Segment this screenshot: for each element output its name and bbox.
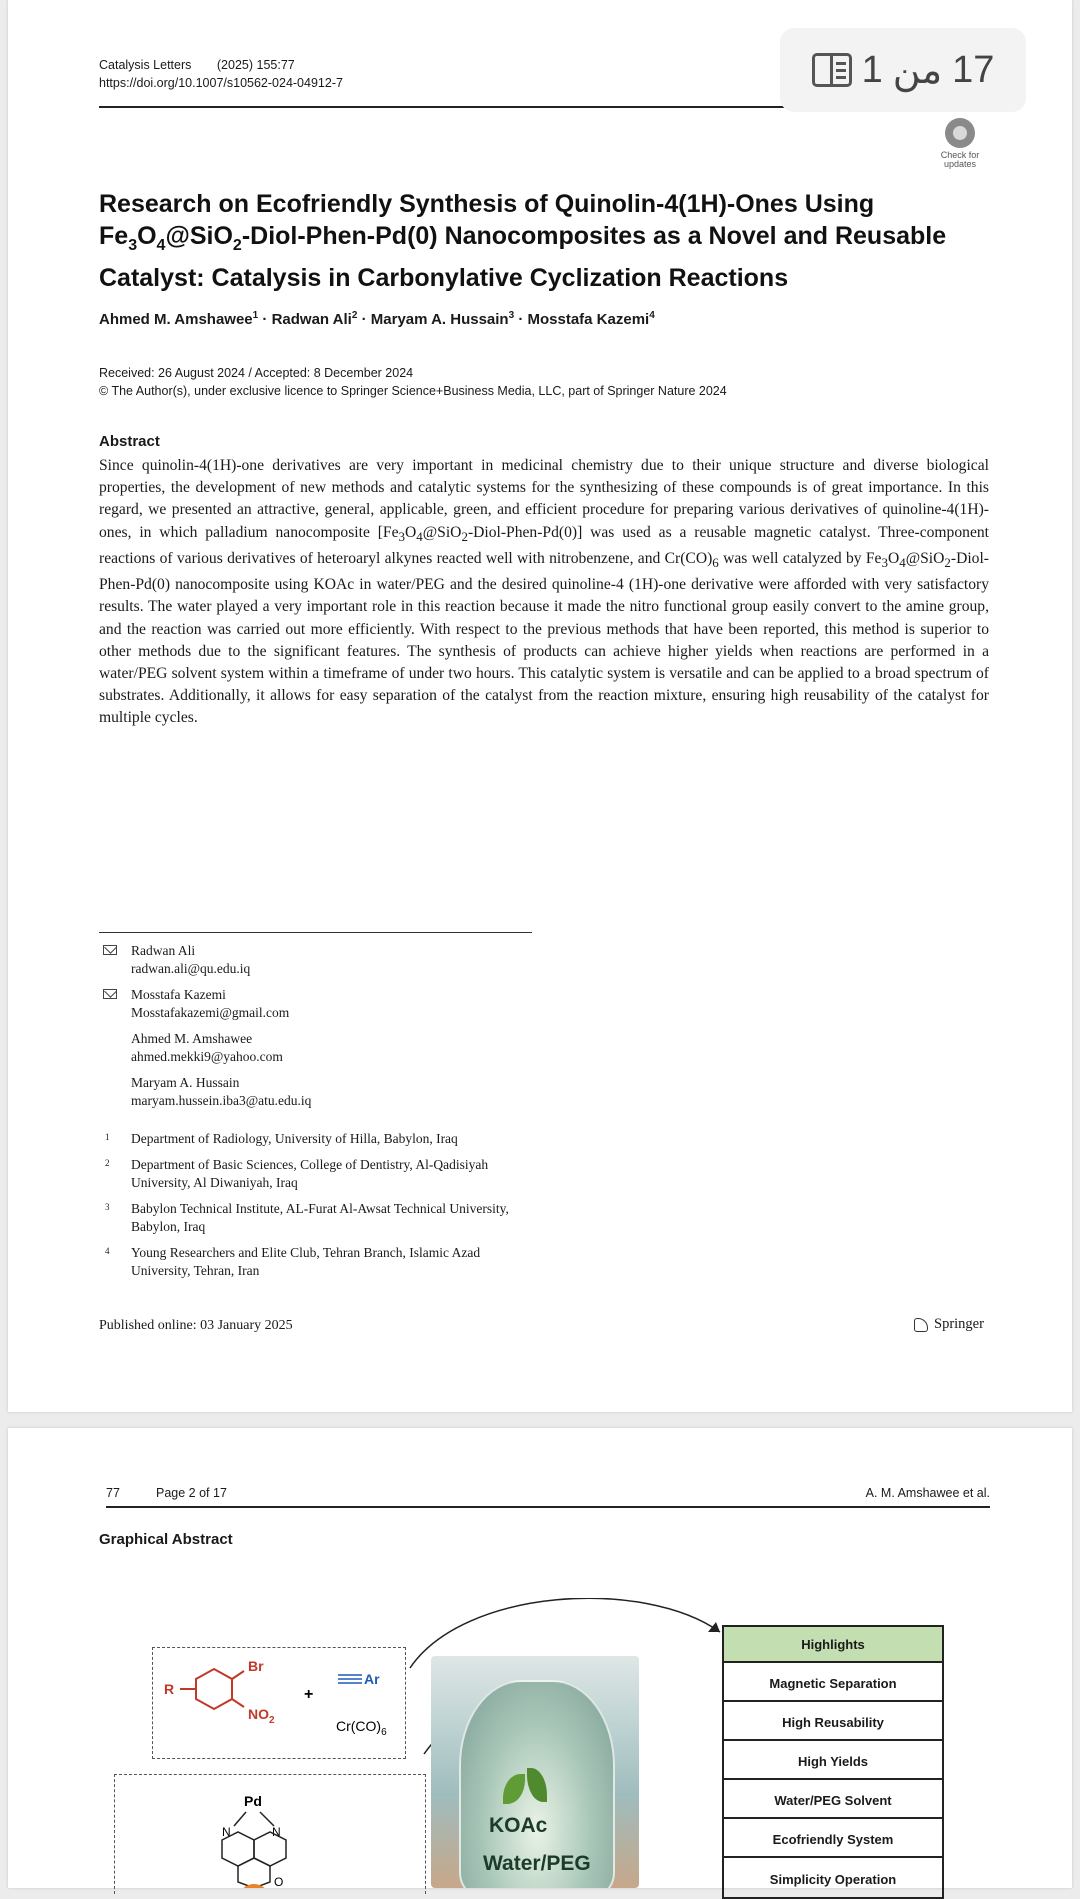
running-author: A. M. Amshawee et al.: [865, 1486, 990, 1500]
email-link[interactable]: Mosstafakazemi@gmail.com: [131, 1005, 290, 1020]
br-label: Br: [248, 1658, 264, 1674]
page-of-label: Page 2 of 17: [156, 1486, 227, 1500]
catalyst-structure: [114, 1774, 426, 1888]
published-date: Published online: 03 January 2025: [99, 1318, 293, 1333]
highlight-item: High Yields: [724, 1744, 942, 1780]
email-link[interactable]: ahmed.mekki9@yahoo.com: [131, 1049, 283, 1064]
page-current: 1: [861, 48, 883, 91]
no2-bond: [232, 1699, 244, 1707]
o-label: O: [274, 1875, 284, 1888]
pd-label: Pd: [244, 1793, 262, 1809]
envelope-icon: [103, 989, 117, 999]
received-dates: Received: 26 August 2024 / Accepted: 8 December 2024: [99, 366, 414, 380]
journal-volume: (2025) 155:77: [216, 58, 295, 72]
abstract-text: Since quinolin-4(1H)-one derivatives are very important in medicinal chemistry due to their unique structure and diverse biological properties, the development of new methods and catalytic systems for the synthesizing of these compounds is of great importance. In this regard, we presented an attractive, general, applicable, green, and efficient procedure for preparing various derivatives of quinoline-4(1H)-ones, in which palladium nanocomposite $[Fe_3O_4@SiO_2-Diol-Phen-Pd(0)]$ was used as a reusable magnetic catalyst. Three-component reactions of various derivatives of heteroaryl alkynes reacted well with nitrobenzene, and $Cr(CO)_6$ was well catalyzed by $Fe_3O_4@SiO_2-Diol-Phen-Pd(0)$ nanocomposite using KOAc in water/PEG and the desired quinoline-4 (1H)-one derivative were afforded with very satisfactory results. The water played a very important role in this reaction because it made the nitro functional group easily convert to the amine group, and the reaction was carried out more efficiently. With respect to the previous methods that have been reported, this method is superior to other methods due to the significant features. The synthesis of products can achieve higher yields when reactions are performed in a water/PEG solvent system within a timeframe of under two hours. This catalytic system is versatile and can be applied to a broad spectrum of substrates. Additionally, it allows for easy separation of the catalyst from the reaction mixture, ensuring high reusability of the catalyst for multiple cycles.: [99, 457, 989, 727]
affiliation-item: 4 Young Researchers and Elite Club, Tehran Branch, Islamic Azad University, Tehran, Iran: [105, 1245, 481, 1278]
flask-label-solvent: Water/PEG: [483, 1852, 591, 1875]
copyright-line: © The Author(s), under exclusive licence to Springer Science+Business Media, LLC, part of Springer Nature 2024: [99, 384, 727, 398]
page-1: [8, 0, 1072, 1412]
publisher-logo: Springer: [914, 1316, 984, 1333]
affiliation-item: 2 Department of Basic Sciences, College of Dentistry, Al-Qadisiyah University, Al Diwaniyah, Iraq: [105, 1157, 489, 1190]
no2-label: $NO_2$: [248, 1706, 275, 1726]
email-link[interactable]: radwan.ali@qu.edu.iq: [131, 961, 251, 976]
email-link[interactable]: maryam.hussein.iba3@atu.edu.iq: [131, 1093, 312, 1108]
book-view-icon[interactable]: [812, 53, 852, 87]
author-list: Ahmed M. Amshawee$^1$ · Radwan Ali$^2$ · Maryam A. Hussain$^3$ · Mosstafa Kazemi$^4$: [99, 310, 655, 328]
crco6-label: $Cr(CO)_6$: [336, 1718, 387, 1738]
reaction-flask-image: [431, 1656, 639, 1888]
check-updates-icon: [945, 118, 975, 148]
contact-item: Mosstafa Kazemi Mosstafakazemi@gmail.com: [103, 986, 311, 1022]
contact-item: Ahmed M. Amshawee ahmed.mekki9@yahoo.com: [103, 1030, 311, 1066]
flask-label-koac: KOAc: [489, 1814, 548, 1837]
highlight-item: Simplicity Operation: [769, 1871, 897, 1887]
page-indicator[interactable]: [780, 28, 1026, 112]
highlight-item: Ecofriendly System: [724, 1822, 942, 1858]
ar-label: Ar: [364, 1671, 380, 1687]
springer-horse-icon: [914, 1318, 928, 1332]
affiliation-item: 3 Babylon Technical Institute, AL-Furat Al-Awsat Technical University, Babylon, Iraq: [105, 1201, 509, 1234]
reactant-structures: [152, 1647, 406, 1759]
check-for-updates-badge[interactable]: Check for updates: [936, 118, 984, 169]
contact-list: [103, 942, 311, 1118]
highlights-table: [722, 1625, 944, 1899]
highlight-item: High Reusability: [724, 1705, 942, 1741]
br-bond: [232, 1671, 244, 1679]
author[interactable]: Ahmed M. Amshawee: [99, 311, 253, 328]
page-total: 17: [952, 48, 995, 91]
author[interactable]: Radwan Ali: [271, 311, 352, 328]
plus-sign: +: [304, 1686, 314, 1703]
affiliation-item: 1 Department of Radiology, University of Hilla, Babylon, Iraq: [105, 1131, 458, 1146]
author[interactable]: Maryam A. Hussain: [370, 311, 509, 328]
journal-header: [99, 56, 343, 92]
dates-block: [99, 364, 727, 400]
r-label: R: [164, 1681, 175, 1697]
graphical-abstract-heading: Graphical Abstract: [99, 1531, 233, 1548]
page-2-rule: [106, 1506, 990, 1508]
header-rule: [99, 106, 799, 108]
page-number: 77: [106, 1486, 120, 1500]
highlight-item: Magnetic Separation: [724, 1666, 942, 1702]
author[interactable]: Mosstafa Kazemi: [527, 311, 650, 328]
footnote-rule: [99, 932, 532, 933]
n-label: N: [272, 1825, 281, 1839]
affiliation-list: [103, 1130, 523, 1288]
contact-item: Maryam A. Hussain maryam.hussein.iba3@atu.edu.iq: [131, 1075, 312, 1108]
journal-name: Catalysis Letters: [99, 58, 192, 72]
page-of-word: من: [892, 49, 943, 92]
envelope-icon: [103, 945, 117, 955]
phen-ring: [238, 1858, 270, 1888]
abstract-heading: Abstract: [99, 433, 160, 450]
highlights-header: Highlights: [724, 1627, 942, 1663]
arrow-head: [708, 1622, 720, 1632]
highlight-item: Water/PEG Solvent: [724, 1783, 942, 1819]
doi-link[interactable]: https://doi.org/10.1007/s10562-024-04912-7: [99, 76, 343, 90]
contact-item: Radwan Ali radwan.ali@qu.edu.iq: [103, 942, 311, 978]
article-title: Research on Ecofriendly Synthesis of Quinolin-4(1H)-Ones Using $Fe_3O_4@SiO_2-Diol-Phen-Pd(0)$ Nanocomposites as a Novel and Reusable Catalyst: Catalysis in Carbonylative Cyclization Reactions: [99, 190, 947, 292]
page-2: [8, 1428, 1072, 1888]
benzene-ring: [196, 1669, 232, 1709]
n-label: N: [222, 1825, 231, 1839]
